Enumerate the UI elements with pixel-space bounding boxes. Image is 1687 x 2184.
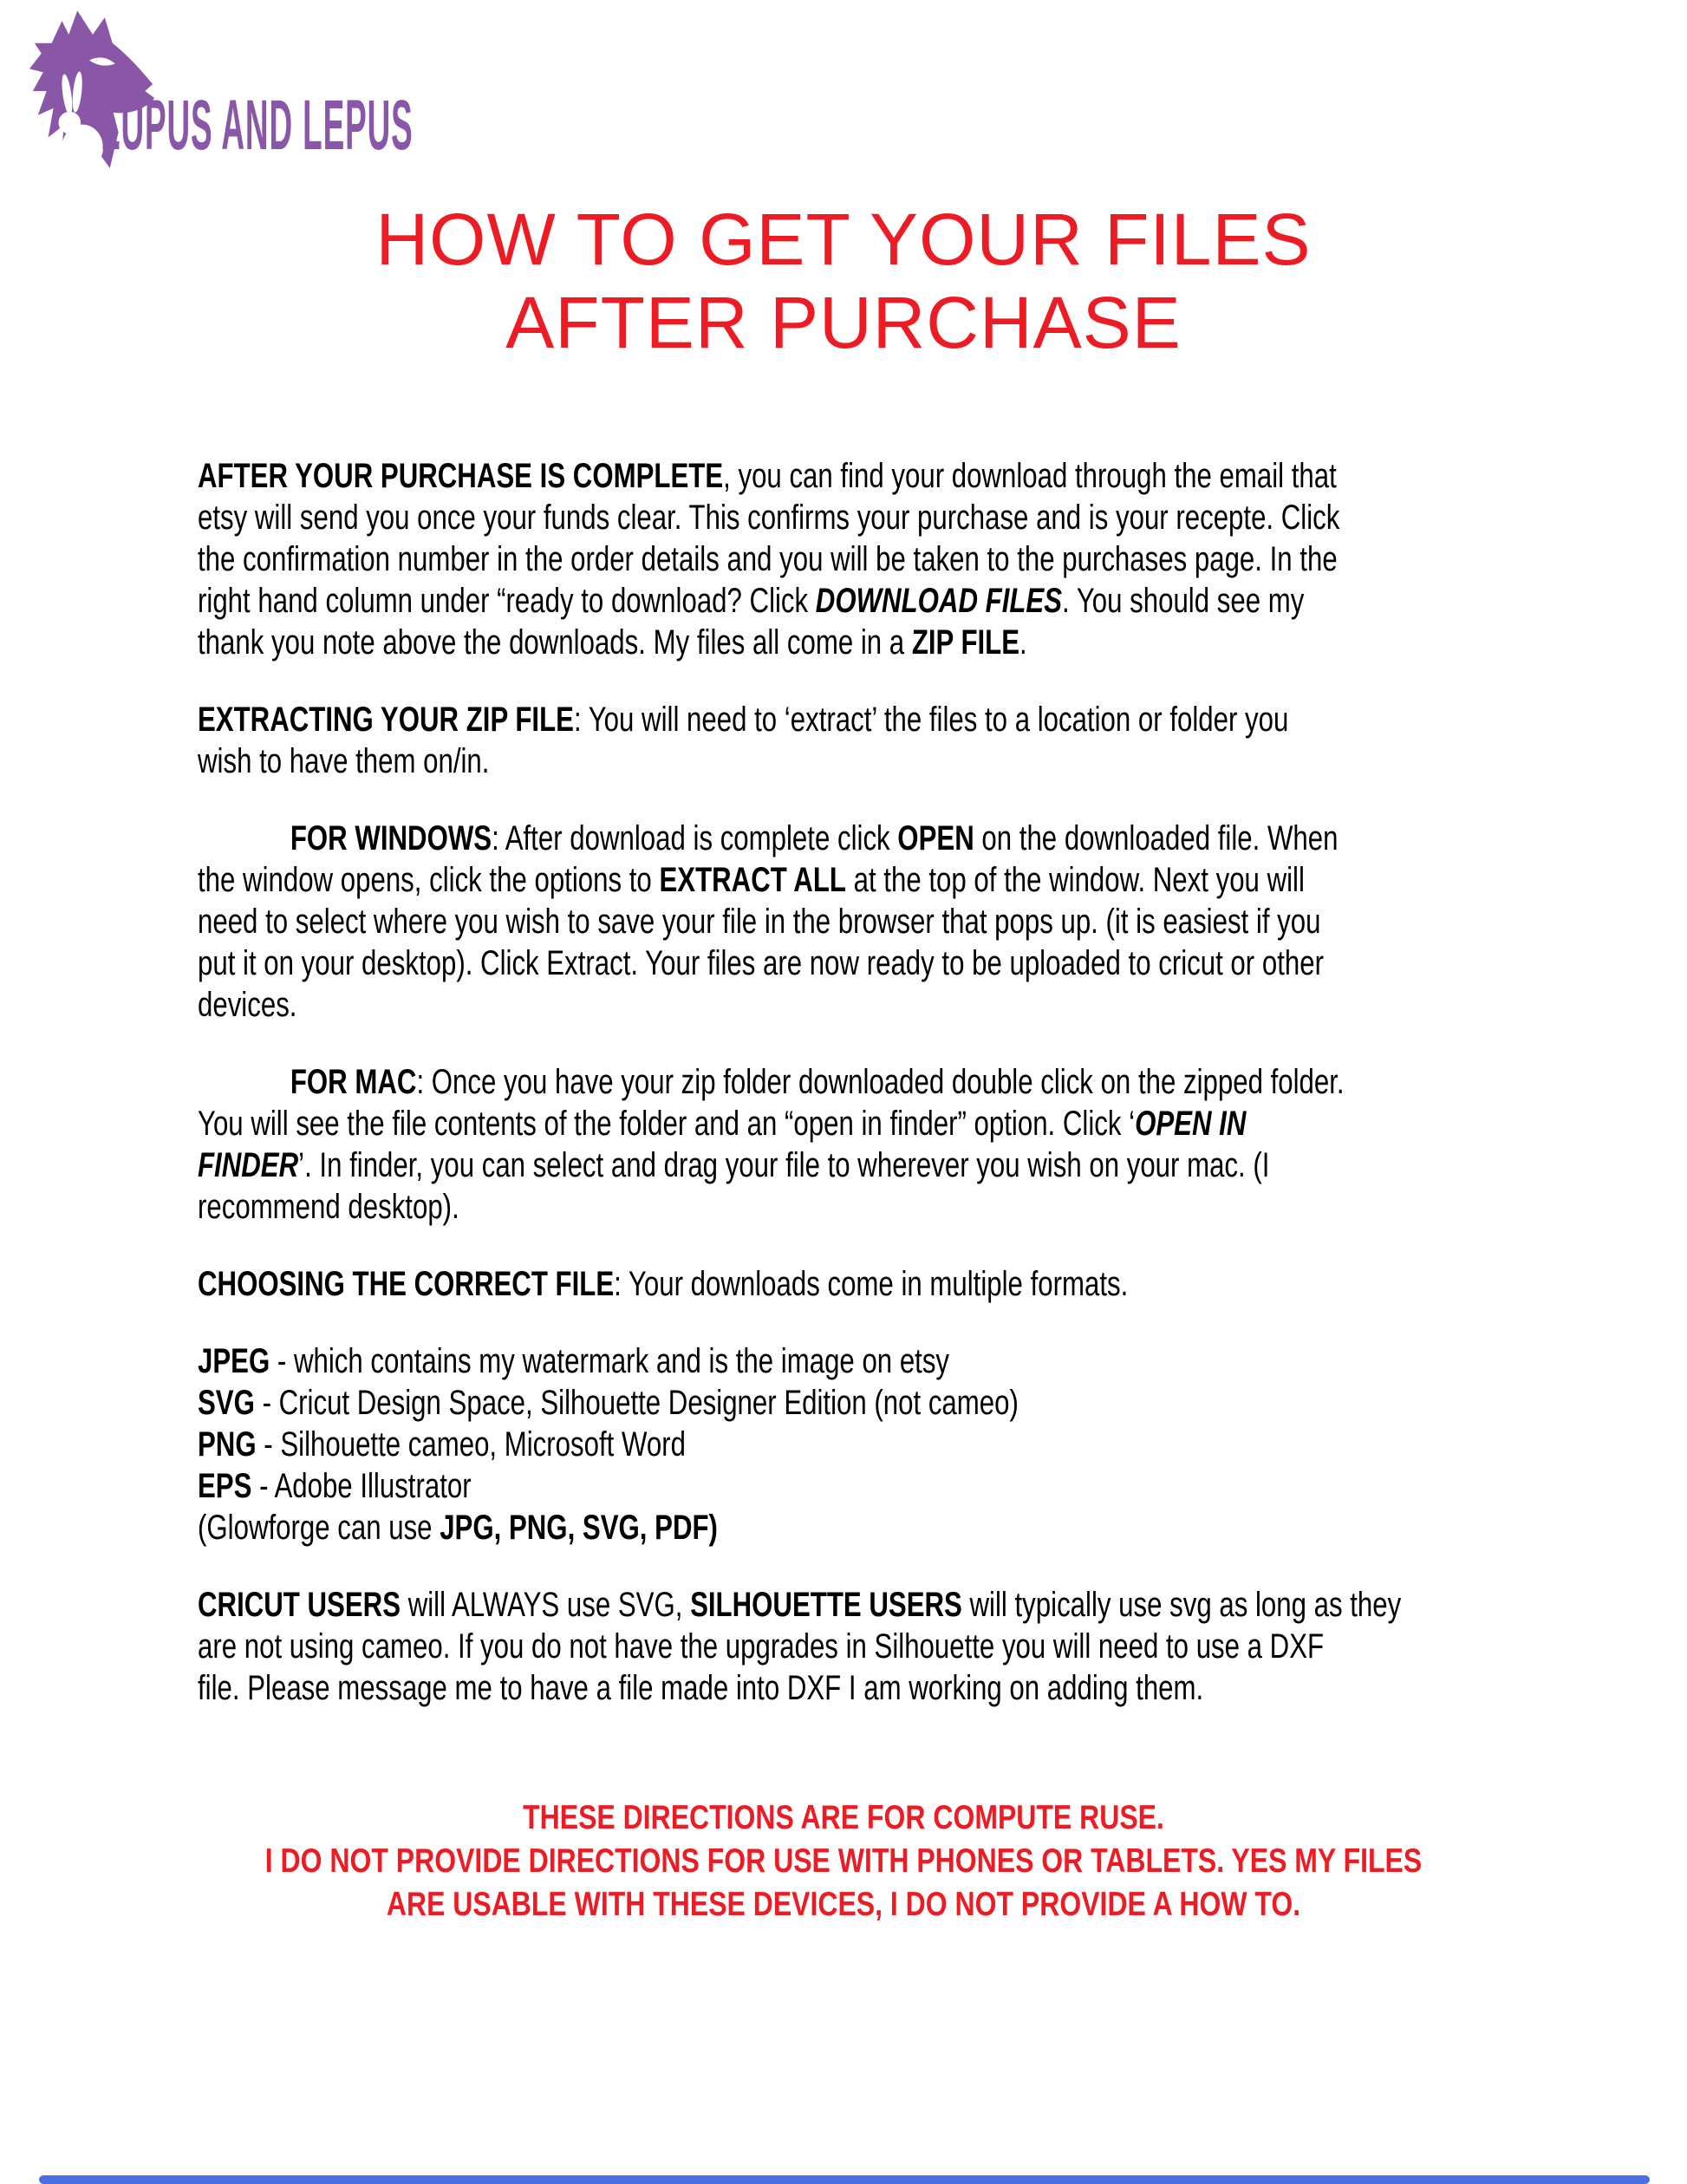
page-title-line1: HOW TO GET YOUR FILES [375,199,1312,280]
text-line: wish to have them on/in. [198,742,490,780]
text-line: PNG - Silhouette cameo, Microsoft Word [198,1425,686,1464]
text-line: CHOOSING THE CORRECT FILE: Your downloads come in multiple formats. [198,1265,1129,1303]
paragraph [198,1263,1515,1305]
text-line: FOR MAC: Once you have your zip folder downloaded double click on the zipped folder. [290,1063,1345,1101]
paragraph [198,818,1515,1026]
text-line: AFTER YOUR PURCHASE IS COMPLETE, you can find your download through the email that [198,457,1337,495]
text-line: devices. [198,986,297,1024]
instructions-body [198,455,1515,1744]
text-line: are not using cameo. If you do not have the upgrades in Silhouette you will need to use a DXF [198,1627,1325,1666]
warning-block [0,1796,1687,1926]
paragraph [198,455,1515,663]
warning-line-3: ARE USABLE WITH THESE DEVICES, I DO NOT PROVIDE A HOW TO. [386,1886,1301,1923]
text-line: FOR WINDOWS: After download is complete click OPEN on the downloaded file. When [290,819,1339,857]
text-line: need to select where you wish to save your file in the browser that pops up. (it is easiest if you [198,903,1321,941]
text-line: the confirmation number in the order details and you will be taken to the purchases page. In the [198,540,1338,578]
paragraph [198,1584,1515,1709]
text-line: (Glowforge can use JPG, PNG, SVG, PDF) [198,1509,718,1547]
bottom-scroll-bar [39,2175,1650,2184]
text-line: FINDER’. In finder, you can select and drag your file to wherever you wish on your mac. (I [198,1146,1270,1184]
text-line: EPS - Adobe Illustrator [198,1467,472,1505]
text-line: recommend desktop). [198,1188,459,1226]
text-line: thank you note above the downloads. My files all come in a ZIP FILE. [198,623,1027,662]
text-line: right hand column under “ready to download? Click DOWNLOAD FILES. You should see my [198,582,1305,620]
text-line: the window opens, click the options to EXTRACT ALL at the top of the window. Next you will [198,861,1305,899]
text-line: EXTRACTING YOUR ZIP FILE: You will need to ‘extract’ the files to a location or folder you [198,701,1289,739]
text-line: CRICUT USERS will ALWAYS use SVG, SILHOUETTE USERS will typically use svg as long as they [198,1586,1402,1624]
text-line: You will see the file contents of the folder and an “open in finder” option. Click ‘OPEN IN [198,1105,1247,1143]
text-line: SVG - Cricut Design Space, Silhouette Designer Edition (not cameo) [198,1384,1019,1422]
text-line: etsy will send you once your funds clear. This confirms your purchase and is your recepte. Click [198,499,1340,537]
text-line: file. Please message me to have a file made into DXF I am working on adding them. [198,1669,1204,1707]
paragraph [198,699,1515,782]
page-title-line2: AFTER PURCHASE [505,282,1182,363]
text-line: put it on your desktop). Click Extract. Your files are now ready to be uploaded to cricut or other [198,944,1324,982]
paragraph [198,1061,1515,1228]
brand-wordmark: LUPUS AND LEPUS [101,86,414,165]
warning-line-2: I DO NOT PROVIDE DIRECTIONS FOR USE WITH PHONES OR TABLETS. YES MY FILES [264,1842,1423,1880]
text-line: JPEG - which contains my watermark and is the image on etsy [198,1342,950,1380]
warning-line-1: THESE DIRECTIONS ARE FOR COMPUTE RUSE. [523,1799,1164,1836]
page-title [0,198,1687,364]
paragraph [198,1340,1515,1548]
